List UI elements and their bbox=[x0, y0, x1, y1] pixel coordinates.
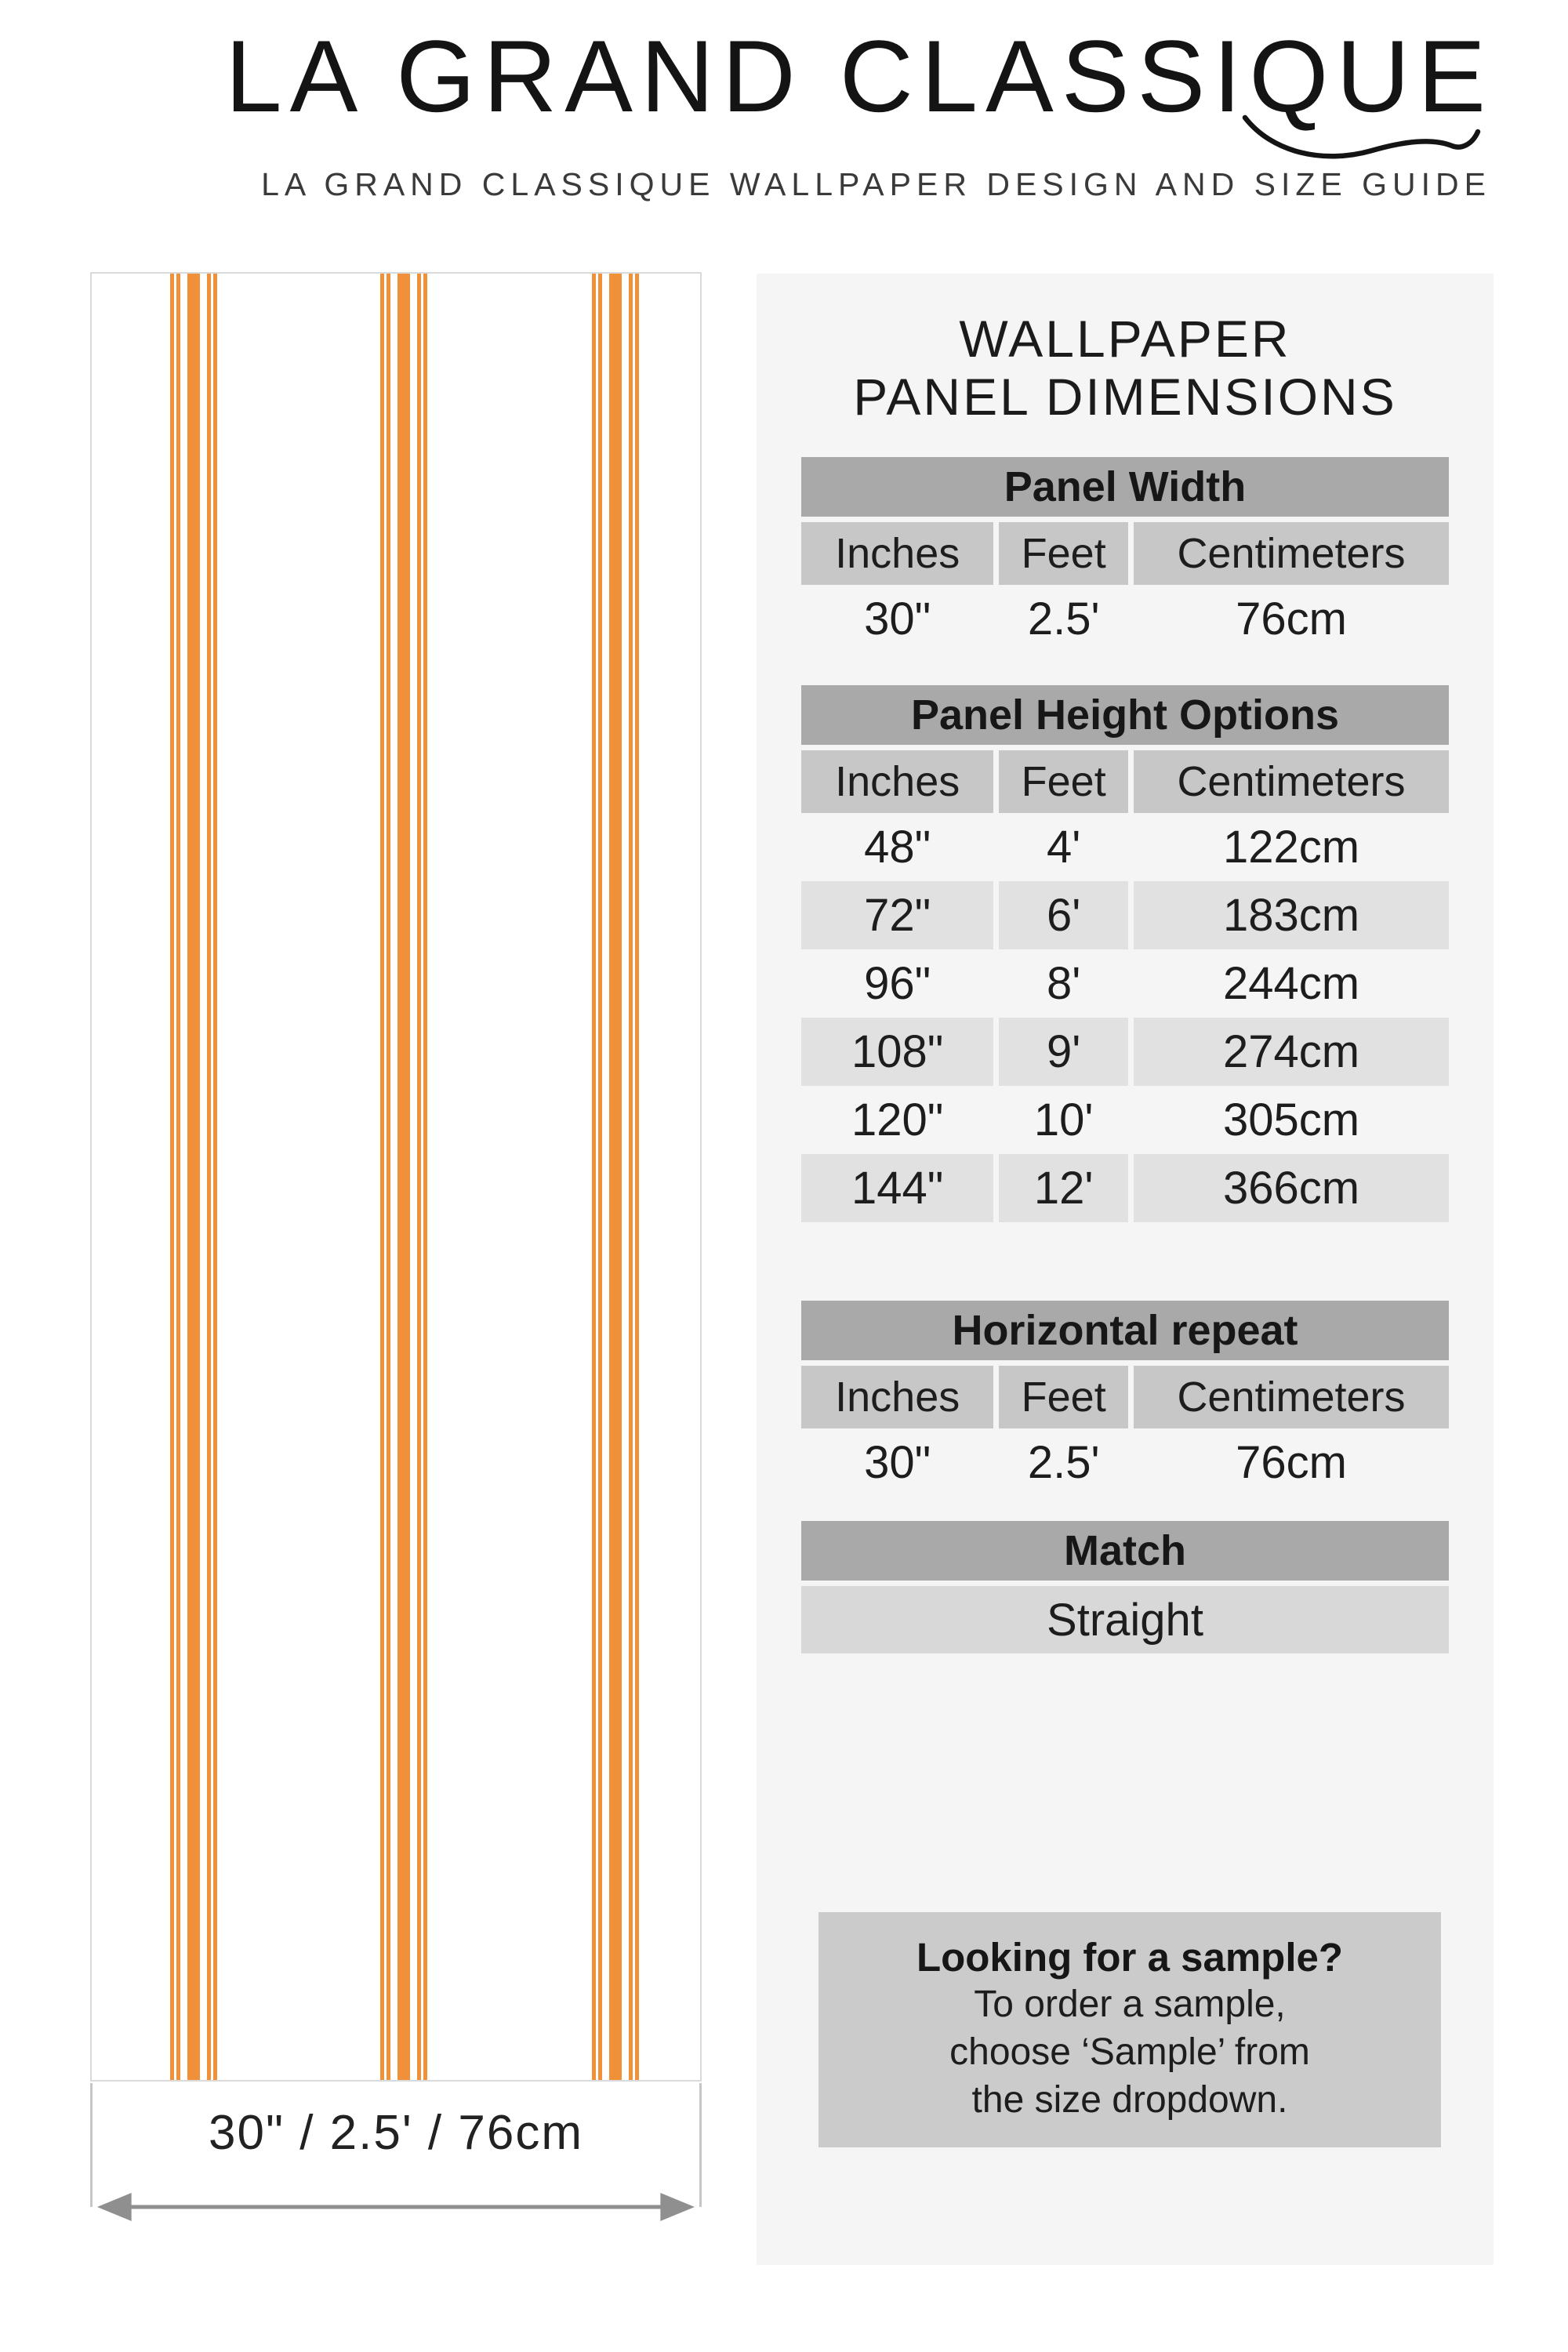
section-match bbox=[801, 1521, 1449, 1653]
stripe-group bbox=[170, 274, 217, 2080]
table-row bbox=[801, 1428, 1449, 1496]
panel-heading-line1: WALLPAPER bbox=[959, 310, 1291, 368]
table-cell: 122cm bbox=[1222, 822, 1360, 873]
dimensions-panel bbox=[757, 274, 1494, 2265]
table-row bbox=[801, 585, 1449, 652]
table-row bbox=[801, 1154, 1449, 1222]
table-cell: 108" bbox=[801, 1018, 993, 1086]
section-panel-height-options bbox=[801, 685, 1449, 1222]
column-header-centimeters: Centimeters bbox=[1134, 1366, 1449, 1428]
table-cell: 4' bbox=[1047, 822, 1081, 873]
section-title-bar: Panel Height Options bbox=[801, 685, 1449, 745]
sample-heading: Looking for a sample? bbox=[916, 1935, 1344, 1980]
column-header-feet: Feet bbox=[999, 1366, 1128, 1428]
table-row bbox=[801, 1086, 1449, 1154]
width-arrow bbox=[96, 2188, 696, 2226]
column-header-centimeters: Centimeters bbox=[1134, 522, 1449, 585]
table-cell: 30" bbox=[864, 1436, 931, 1488]
table-cell: 9' bbox=[999, 1018, 1128, 1086]
column-header-inches: Inches bbox=[801, 522, 993, 585]
sample-text-line: the size dropdown. bbox=[971, 2079, 1288, 2121]
sample-box bbox=[818, 1912, 1441, 2147]
table-cell: 10' bbox=[1033, 1094, 1094, 1145]
title-flourish-swash bbox=[1240, 111, 1483, 174]
column-header-row bbox=[801, 522, 1449, 585]
table-cell: 144" bbox=[801, 1154, 993, 1222]
column-header-centimeters: Centimeters bbox=[1134, 750, 1449, 813]
table-cell: 76cm bbox=[1236, 1436, 1347, 1488]
sample-text-line: To order a sample, bbox=[974, 1984, 1286, 2025]
sample-text-line: choose ‘Sample’ from bbox=[949, 2031, 1310, 2073]
table-cell: 48" bbox=[864, 822, 931, 873]
panel-heading bbox=[801, 310, 1449, 426]
table-cell: 183cm bbox=[1134, 881, 1449, 949]
table-row bbox=[801, 1018, 1449, 1086]
width-dimension-label: 30" / 2.5' / 76cm bbox=[209, 2106, 583, 2160]
table-cell: 366cm bbox=[1134, 1154, 1449, 1222]
stripe-group bbox=[592, 274, 639, 2080]
panel-heading-line2: PANEL DIMENSIONS bbox=[853, 368, 1397, 426]
column-header-feet: Feet bbox=[999, 750, 1128, 813]
column-header-inches: Inches bbox=[801, 1366, 993, 1428]
column-header-inches: Inches bbox=[801, 750, 993, 813]
table-cell: 96" bbox=[864, 958, 931, 1009]
table-cell: 72" bbox=[801, 881, 993, 949]
table-cell: 8' bbox=[1047, 958, 1081, 1009]
brand-title: LA GRAND CLASSIQUE bbox=[225, 19, 1494, 133]
section-horizontal-repeat bbox=[801, 1301, 1449, 1496]
column-header-row bbox=[801, 1366, 1449, 1428]
column-header-row bbox=[801, 750, 1449, 813]
table-row bbox=[801, 881, 1449, 949]
width-dimension-box bbox=[90, 2083, 702, 2207]
table-row bbox=[801, 813, 1449, 881]
section-title-bar: Panel Width bbox=[801, 457, 1449, 517]
table-cell: 305cm bbox=[1222, 1094, 1360, 1145]
table-cell: 6' bbox=[999, 881, 1128, 949]
table-cell: 2.5' bbox=[1027, 1436, 1100, 1488]
stripe-group bbox=[380, 274, 427, 2080]
table-cell: 244cm bbox=[1222, 958, 1360, 1009]
table-cell: 274cm bbox=[1134, 1018, 1449, 1086]
table-cell: 30" bbox=[864, 593, 931, 644]
table-row bbox=[801, 949, 1449, 1018]
column-header-feet: Feet bbox=[999, 522, 1128, 585]
table-cell: 120" bbox=[851, 1094, 944, 1145]
wallpaper-preview-panel bbox=[90, 272, 702, 2082]
table-cell: 76cm bbox=[1236, 593, 1347, 644]
table-cell: 2.5' bbox=[1027, 593, 1100, 644]
section-title-bar: Match bbox=[801, 1521, 1449, 1581]
section-title-bar: Horizontal repeat bbox=[801, 1301, 1449, 1360]
match-value: Straight bbox=[801, 1586, 1449, 1653]
section-panel-width bbox=[801, 457, 1449, 652]
table-cell: 12' bbox=[999, 1154, 1128, 1222]
subtitle: LA GRAND CLASSIQUE WALLPAPER DESIGN AND SIZE GUIDE bbox=[261, 166, 1491, 202]
